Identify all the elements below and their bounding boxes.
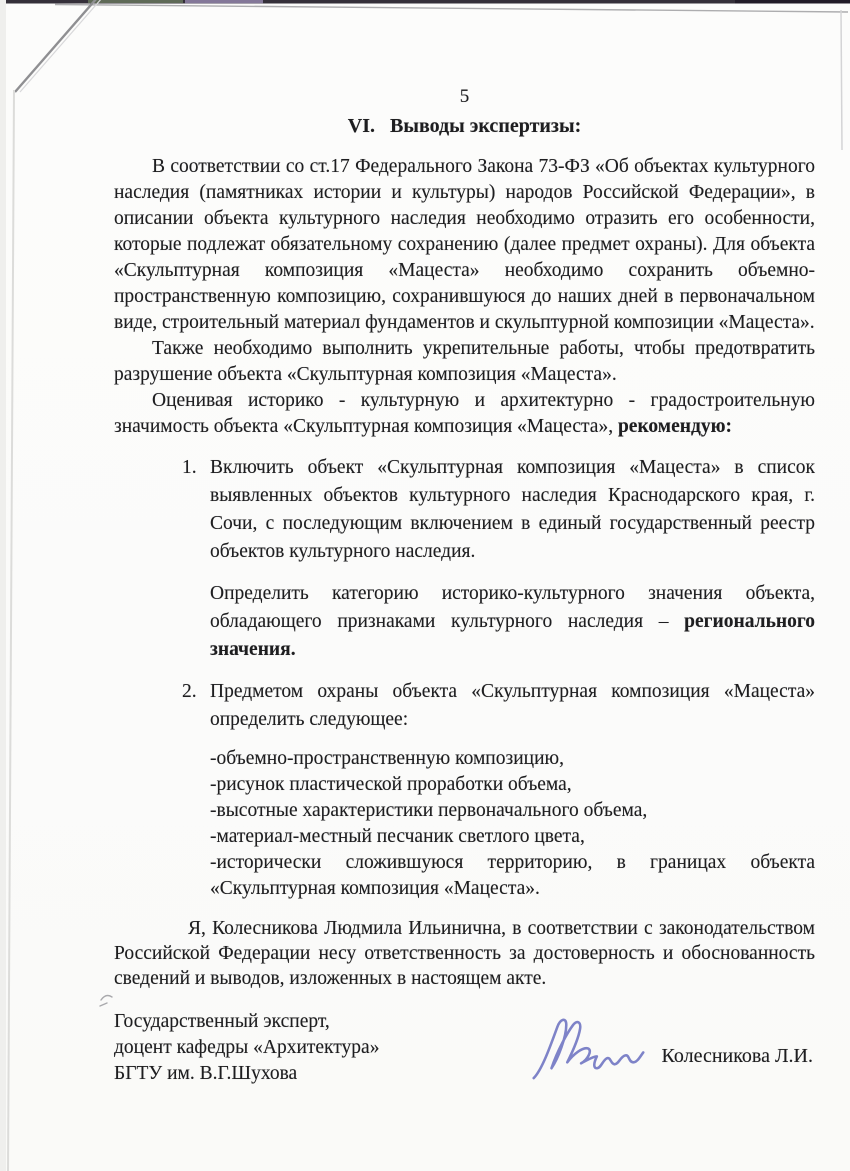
list-item-2-text: Предметом охраны объекта «Скульптурная композиция «Мацеста» определить следующее: [210, 681, 815, 730]
signature-block [114, 1009, 815, 1087]
list-item-2-number: 2. [182, 681, 197, 702]
page-top-edge-line [55, 5, 848, 13]
signer-role-line: доцент кафедры «Архитектура» [114, 1037, 380, 1058]
page-number: 5 [459, 86, 470, 107]
corner-fold-line [15, 0, 97, 92]
protection-item: -рисунок пластической проработки объема, [210, 774, 572, 795]
protection-item: -исторически сложившуюся территорию, в границах объекта «Скульптурная композиция «Мацеста». [210, 852, 815, 899]
protection-subject-list [210, 746, 815, 902]
signer-role-line: Государственный эксперт, [114, 1011, 330, 1032]
protection-item: -высотные характеристики первоначального объема, [210, 800, 648, 821]
list-item-1-number: 1. [182, 457, 197, 478]
recommendation-intro-bold: рекомендую: [617, 416, 732, 437]
document-content [114, 86, 815, 1087]
category-bold: регионального значения. [210, 611, 815, 660]
page-left-edge-line [8, 90, 14, 1171]
list-item-1 [182, 454, 815, 566]
signer-role-line: БГТУ им. В.Г.Шухова [114, 1063, 298, 1084]
protection-item: -материал-местный песчаник светлого цвета, [210, 826, 585, 847]
category-text: Определить категорию историко-культурного значения объекта, обладающего признаками культурного наследия – [210, 583, 815, 632]
signature-area [526, 1009, 815, 1085]
signer-name: Колесникова Л.И. [661, 1045, 813, 1067]
section-heading: VI. Выводы экспертизы: [347, 115, 582, 137]
paragraph-strengthening-works: Также необходимо выполнить укрепительные работы, чтобы предотвратить разрушение объекта «Скульптурная композиция «Мацеста». [114, 338, 815, 385]
handwritten-signature-icon [526, 1011, 648, 1085]
pencil-mark [100, 996, 112, 1006]
protection-item: -объемно-пространственную композицию, [210, 748, 564, 769]
page-right-edge-line [841, 10, 842, 150]
responsibility-paragraph: Я, Колесникова Людмила Ильинична, в соответствии с законодательством Российской Федерации несу ответственность за достоверность и обоснованность сведений и выводов, изложенных в настоящем акте. [114, 918, 815, 989]
paragraph-law-basis: В соответствии со ст.17 Федерального Закона 73-ФЗ «Об объектах культурного наследия (памятниках истории и культуры) народов Российской Федерации», в описании объекта культурного наследия необходимо отразить его особенности, которые подлежат обязательному сохранению (далее предмет охраны). Для объекта «Скульптурная композиция «Мацеста» необходимо сохранить объемно-пространственную композицию, сохранившуюся до наших дней в первоначальном виде, строительный материал фундаментов и скульптурной композиции «Мацеста». [114, 156, 815, 333]
list-item-1-text: Включить объект «Скульптурная композиция «Мацеста» в список выявленных объектов культурного наследия Краснодарского края, г. Сочи, с последующим включением в единый государственный реестр объектов культурного наследия. [210, 457, 815, 562]
recommendation-intro-text: Оценивая историко - культурную и архитектурно - градостроительную значимость объекта «Скульптурная композиция «Мацеста», [114, 390, 815, 437]
paragraph-recommendation-intro [114, 388, 815, 440]
signer-role-block [114, 1009, 379, 1087]
list-item-2 [182, 678, 815, 734]
scanner-strip [0, 0, 850, 4]
list-item-1-subparagraph [210, 580, 815, 664]
left-edge-strip [0, 0, 6, 1171]
